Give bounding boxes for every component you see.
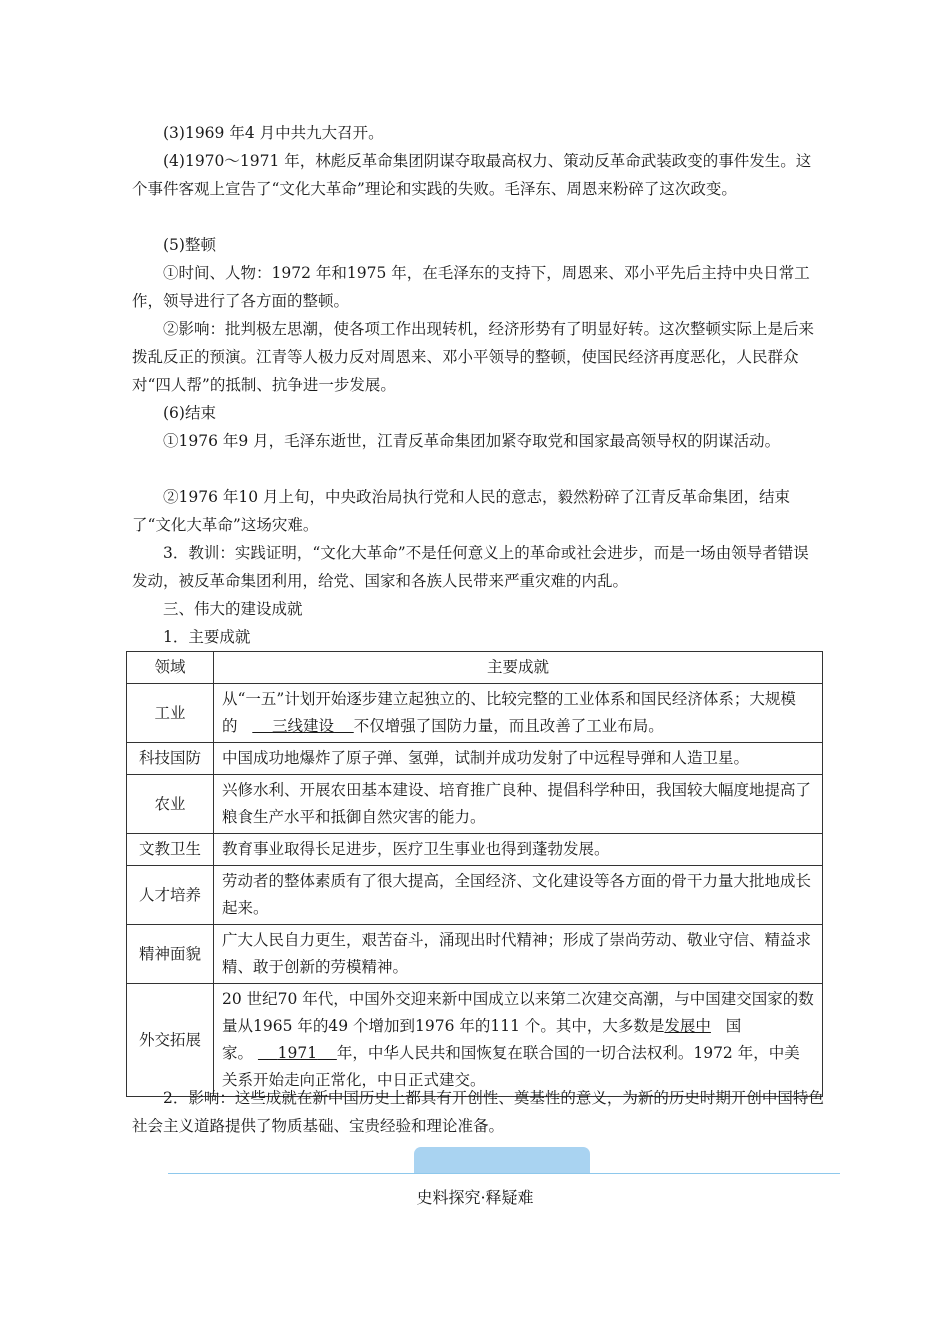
table-row <box>127 984 823 1097</box>
row-field: 工业 <box>127 684 214 743</box>
row-text: 年，中华人民共和国恢复在联合国的一切合法权利。1972 年，中美关系开始走向正常化，中日正式建交。 <box>222 1044 800 1089</box>
paragraph-rectification-impact: ②影响：批判极左思潮，使各项工作出现转机，经济形势有了明显好转。这次整顿实际上是后来拨乱反正的预演。江青等人极力反对周恩来、邓小平领导的整顿，使国民经济再度恶化，人民群众对“四人帮”的抵制、抗争进一步发展。 <box>132 320 815 394</box>
section-banner-line <box>168 1173 840 1174</box>
row-text: 从“一五”计划开始逐步建立起独立的、比较完整的工业体系和国民经济体系；大规模的 <box>222 690 796 735</box>
row-field: 人才培养 <box>127 866 214 925</box>
row-text: 国家。 <box>222 1017 742 1062</box>
paragraph-rectification-heading: (5)整顿 <box>163 236 216 254</box>
section-banner-tab <box>414 1147 590 1173</box>
table-row <box>127 834 823 866</box>
underlined-answer <box>252 717 353 735</box>
paragraph-end-2: ②1976 年10 月上旬，中央政治局执行党和人民的意志，毅然粉碎了江青反革命集团，结束了“文化大革命”这场灾难。 <box>132 488 791 534</box>
table-header-row <box>127 652 823 684</box>
underlined-answer <box>258 1044 337 1062</box>
answer-text: 三线建设 <box>272 717 335 735</box>
table-row <box>127 684 823 743</box>
answer-text: 1971 <box>277 1044 318 1062</box>
section-banner-title: 史料探究·释疑难 <box>416 1188 534 1207</box>
header-achievement: 主要成就 <box>214 652 823 684</box>
paragraph-lesson: 3．教训：实践证明，“文化大革命”不是任何意义上的革命或社会进步，而是一场由领导者错误发动，被反革命集团利用，给党、国家和各族人民带来严重灾难的内乱。 <box>132 544 809 590</box>
achievements-table <box>126 651 823 1097</box>
row-content <box>214 984 823 1097</box>
section-heading-achievements: 三、伟大的建设成就 <box>163 600 303 618</box>
table-row <box>127 775 823 834</box>
row-content: 兴修水利、开展农田基本建设、培育推广良种、提倡科学种田，我国较大幅度地提高了粮食生产水平和抵御自然灾害的能力。 <box>214 775 823 834</box>
paragraph-influence: 2．影响：这些成就在新中国历史上都具有开创性、奠基性的意义，为新的历史时期开创中国特色社会主义道路提供了物质基础、宝贵经验和理论准备。 <box>132 1089 824 1135</box>
row-text: 不仅增强了国防力量，而且改善了工业布局。 <box>353 717 664 735</box>
row-field: 科技国防 <box>127 743 214 775</box>
row-content: 教育事业取得长足进步，医疗卫生事业也得到蓬勃发展。 <box>214 834 823 866</box>
table-row <box>127 866 823 925</box>
row-content: 劳动者的整体素质有了很大提高，全国经济、文化建设等各方面的骨干力量大批地成长起来。 <box>214 866 823 925</box>
row-content <box>214 684 823 743</box>
row-field: 农业 <box>127 775 214 834</box>
row-text: 20 世纪70 年代，中国外交迎来新中国成立以来第二次建交高潮，与中国建交国家的数量从1965 年的49 个增加到1976 年的111 个。其中，大多数是 <box>222 990 814 1035</box>
row-field: 文教卫生 <box>127 834 214 866</box>
table-row <box>127 743 823 775</box>
paragraph-end-1: ①1976 年9 月，毛泽东逝世，江青反革命集团加紧夺取党和国家最高领导权的阴谋活动。 <box>163 432 781 450</box>
row-content: 中国成功地爆炸了原子弹、氢弹，试制并成功发射了中远程导弹和人造卫星。 <box>214 743 823 775</box>
header-field: 领域 <box>127 652 214 684</box>
paragraph-rectification-time: ①时间、人物：1972 年和1975 年，在毛泽东的支持下，周恩来、邓小平先后主持中央日常工作，领导进行了各方面的整顿。 <box>132 264 810 310</box>
row-field: 精神面貌 <box>127 925 214 984</box>
underlined-answer: 发展中 <box>664 1017 711 1035</box>
table-row <box>127 925 823 984</box>
paragraph-event-3: (3)1969 年4 月中共九大召开。 <box>163 124 384 142</box>
row-content: 广大人民自力更生，艰苦奋斗，涌现出时代精神；形成了崇尚劳动、敬业守信、精益求精、敢于创新的劳模精神。 <box>214 925 823 984</box>
paragraph-end-heading: (6)结束 <box>163 404 216 422</box>
row-field: 外交拓展 <box>127 984 214 1097</box>
paragraph-event-4: (4)1970～1971 年，林彪反革命集团阴谋夺取最高权力、策动反革命武装政变的事件发生。这个事件客观上宣告了“文化大革命”理论和实践的失败。毛泽东、周恩来粉碎了这次政变。 <box>132 152 812 198</box>
subheading-main-achievements: 1．主要成就 <box>163 628 251 646</box>
